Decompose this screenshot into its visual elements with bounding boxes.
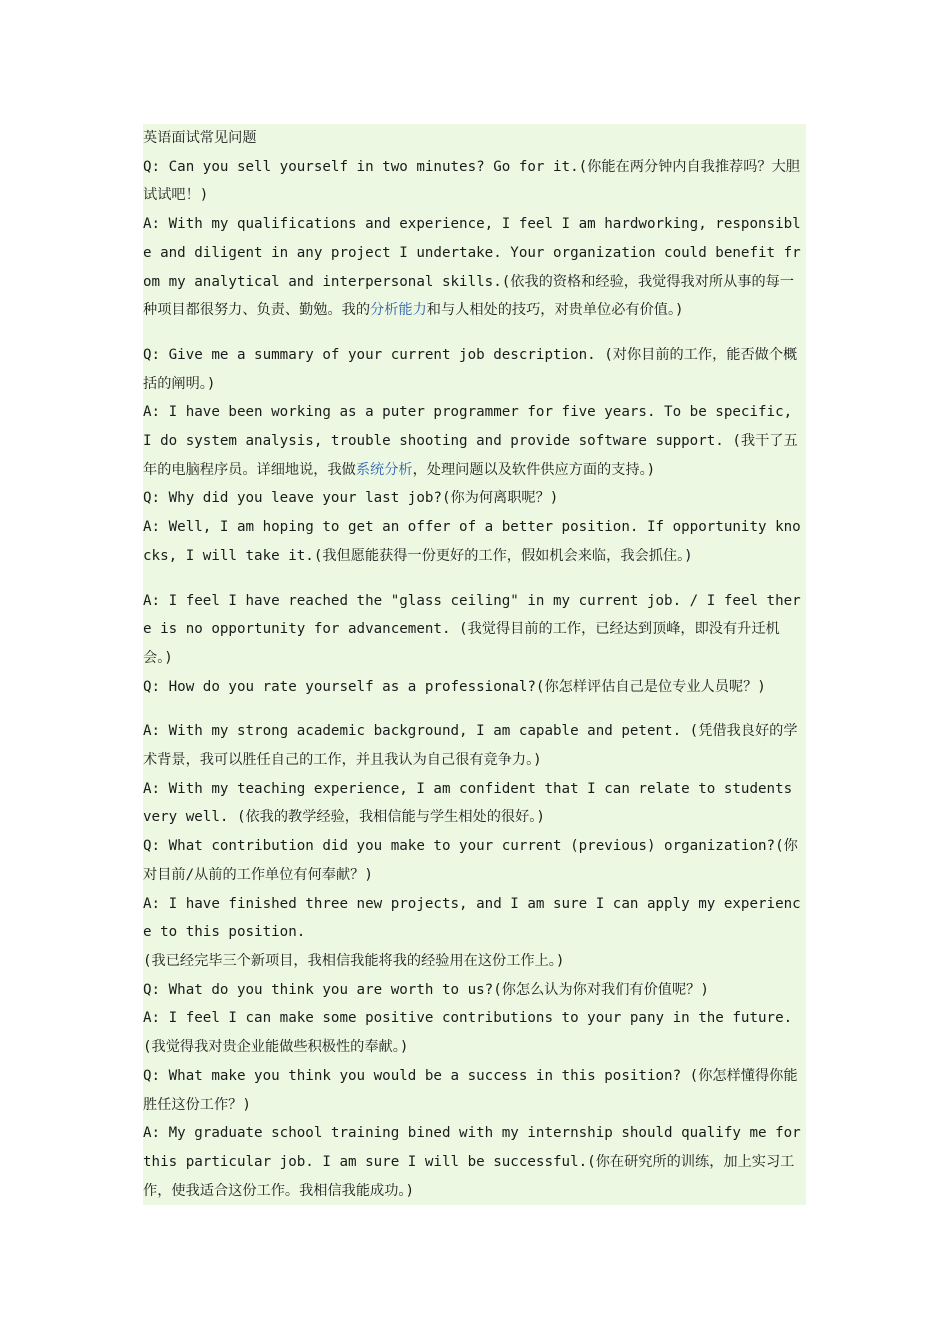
answer-line: A: I feel I can make some positive contributions to your pany in the future. [143,1010,793,1027]
answer-line: A: With my strong academic background, I am capable and petent. (凭借我良好的学术背景，我可以胜任自己的工作，并且我认为自己很有竞争力。) [143,723,798,769]
answer-line [143,398,806,484]
answer-line: A: Well, I am hoping to get an offer of a better position. If opportunity knocks, I will take it.(我但愿能获得一份更好的工作，假如机会来临，我会抓住。) [143,519,801,564]
hyperlink[interactable]: 系统分析 [355,461,413,478]
qa-list [143,153,806,1206]
answer-line: A: I have finished three new projects, and I am sure I can apply my experience to this position. [143,895,801,941]
paragraph-gap [143,701,806,717]
paragraph-gap [143,325,806,341]
translation-line: (我觉得我对贵企业能做些积极性的奉献。) [143,1039,409,1056]
question-line: Q: What make you think you would be a success in this position? (你怎样懂得你能胜任这份工作？) [143,1067,798,1113]
paragraph-gap [143,571,806,587]
translation-line: (我已经完毕三个新项目，我相信我能将我的经验用在这份工作上。) [143,952,565,969]
document-title: 英语面试常见问题 [143,130,257,146]
hyperlink[interactable]: 分析能力 [370,302,427,319]
question-line: Q: What contribution did you make to your current (previous) organization?(你对目前/从前的工作单位有何奉献？) [143,838,798,883]
document-body [143,124,806,1205]
answer-line [143,210,806,325]
answer-line: A: I feel I have reached the "glass ceiling" in my current job. / I feel there is no opportunity for advancement. (我觉得目前的工作，已经达到顶峰，即没有升迁机会。) [143,592,801,666]
answer-line: A: With my teaching experience, I am confident that I can relate to students very well. (依我的教学经验，我相信能与学生相处的很好。) [143,780,793,826]
question-line: Q: Can you sell yourself in two minutes? Go for it.(你能在两分钟内自我推荐吗？大胆试试吧！) [143,158,800,204]
question-line: Q: Why did you leave your last job?(你为何离职呢？) [143,490,559,507]
text-segment: 和与人相处的技巧，对贵单位必有价值。) [426,302,684,319]
text-segment: A: I have been working as a puter programmer for five years. To be specific, I do system analysis, trouble shooting and provide software support. (我干了五年的电脑程序员。详细地说，我做 [143,404,798,478]
question-line: Q: What do you think you are worth to us?(你怎么认为你对我们有价值呢？) [143,981,709,998]
question-line: Q: Give me a summary of your current job description. (对你目前的工作，能否做个概括的阐明。) [143,346,798,392]
question-line: Q: How do you rate yourself as a professional?(你怎样评估自己是位专业人员呢？) [143,678,766,695]
answer-line: A: My graduate school training bined with my internship should qualify me for this particular job. I am sure I will be successful.(你在研究所的训练，加上实习工作，使我适合这份工作。我相信我能成功。) [143,1125,801,1199]
text-segment: A: With my qualifications and experience, I feel I am hardworking, responsible and diligent in any project I undertake. Your organization could benefit from my analytical and interpersonal skills.(依我的资格和经验，我觉得我对所从事的每一种项目都很努力、负责、勤勉。我的 [143,216,801,319]
text-segment: ，处理问题以及软件供应方面的支持。) [412,461,656,478]
